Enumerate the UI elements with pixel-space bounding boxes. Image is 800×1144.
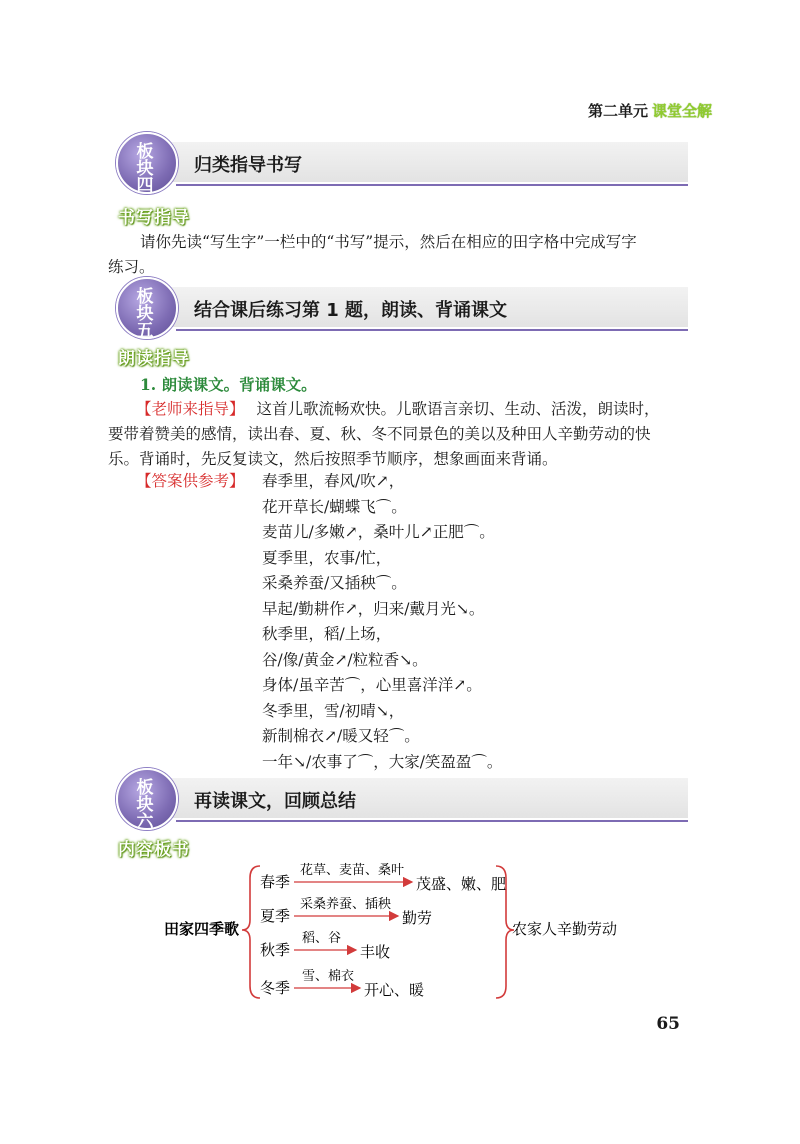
- section-badge: 板 块 五: [136, 287, 154, 341]
- board-season-items: 花草、麦苗、桑叶: [300, 863, 405, 878]
- section-banner-6: [116, 776, 688, 832]
- section-banner-4: [116, 140, 688, 196]
- section-badge: 板 块 六: [136, 778, 154, 832]
- poem-line: 冬季里，雪/初晴↘，: [262, 701, 405, 720]
- board-season-name: 冬季: [260, 979, 291, 997]
- unit-label: 第二单元: [587, 102, 648, 120]
- poem-line: 秋季里，稻/上场，: [262, 625, 392, 643]
- teacher-guide: 【老师来指导】 这首儿歌流畅欢快。儿歌语言亲切、生动、活泼，朗读时， 要带着赞美的感情，读出春、夏、秋、冬不同景色的美以及种田人辛勤劳动的快 乐。背诵时，先反复读文，然后按照季节顺序，想象画面来背诵。: [108, 400, 660, 468]
- left-brace: [242, 866, 260, 998]
- answer-tag: 【答案供参考】: [136, 472, 245, 490]
- poem-line: 春季里，春风/吹↗，: [262, 472, 405, 490]
- board-season-result: 丰收: [360, 943, 391, 961]
- writing-guide-text: 请你先读“写生字”一栏中的“书写”提示，然后在相应的田字格中完成写字 练习。: [108, 233, 637, 276]
- section-title: 再读课文，回顾总结: [194, 791, 356, 812]
- poem-line: 新制棉衣↗/暖又轻⌒。: [262, 727, 420, 745]
- board-conclusion: 农家人辛勤劳动: [512, 920, 618, 938]
- board-season-name: 秋季: [260, 941, 291, 959]
- reading-guide-label: 朗读指导: [118, 349, 190, 369]
- running-header: [588, 100, 712, 121]
- board-season-result: 勤劳: [402, 909, 433, 927]
- board-season-result: 开心、暖: [364, 981, 425, 999]
- poem-line: 一年↘/农事了⌒，大家/笑盈盈⌒。: [262, 752, 503, 771]
- writing-guide-label: 书写指导: [118, 208, 190, 228]
- board-label: 内容板书: [118, 840, 190, 860]
- page-number: 65: [656, 1014, 680, 1034]
- poem-lines: [262, 469, 502, 775]
- board-season-result: 茂盛、嫩、肥: [416, 875, 507, 893]
- poem-line: 麦苗儿/多嫩↗，桑叶儿↗正肥⌒。: [262, 523, 495, 541]
- section-title: 结合课后练习第 1 题，朗读、背诵课文: [194, 300, 508, 321]
- teacher-tag: 【老师来指导】: [136, 400, 245, 418]
- board-season-name: 夏季: [260, 907, 291, 925]
- board-center-title: 田家四季歌: [164, 920, 240, 938]
- section-badge: 板 块 四: [136, 142, 154, 196]
- poem-line: 身体/虽辛苦⌒，心里喜洋洋↗。: [262, 676, 482, 694]
- board-diagram: [150, 858, 650, 1003]
- reading-item: 1. 朗读课文。背诵课文。: [140, 375, 317, 394]
- board-season-name: 春季: [260, 873, 291, 891]
- board-season-items: 采桑养蚕、插秧: [300, 897, 392, 912]
- poem-line: 早起/勤耕作↗，归来/戴月光↘。: [262, 599, 485, 618]
- section-tag: 课堂全解: [651, 102, 712, 120]
- section-banner-5: [116, 285, 688, 341]
- poem-line: 采桑养蚕/又插秧⌒。: [262, 574, 407, 592]
- board-season-items: 稻、谷: [302, 931, 342, 946]
- section-title: 归类指导书写: [194, 155, 302, 176]
- poem-line: 谷/像/黄金↗/粒粒香↘。: [262, 650, 428, 669]
- poem-line: 夏季里，农事/忙，: [262, 548, 392, 567]
- board-season-items: 雪、棉衣: [302, 969, 355, 984]
- poem-line: 花开草长/蝴蝶飞⌒。: [262, 497, 407, 516]
